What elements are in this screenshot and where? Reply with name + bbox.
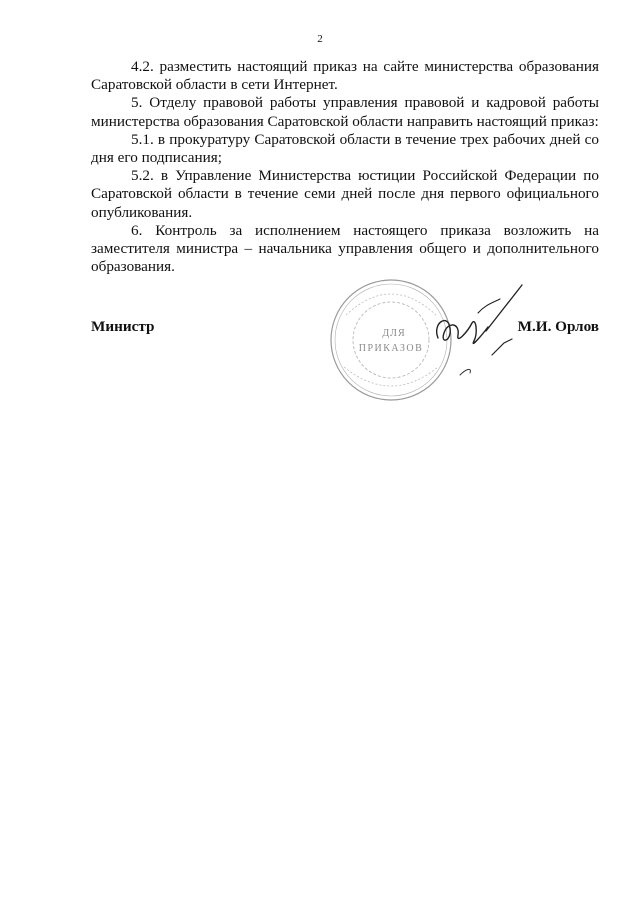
- paragraph-5-1: 5.1. в прокуратуру Саратовской области в течение трех рабочих дней со дня его подписания;: [91, 130, 599, 167]
- stamp-text-line1: ДЛЯ: [382, 328, 406, 339]
- handwritten-signature: [430, 283, 525, 393]
- page-number: 2: [317, 33, 323, 45]
- paragraph-6: 6. Контроль за исполнением настоящего приказа возложить на заместителя министра – начальника управления общего и дополнительного образования.: [91, 221, 599, 276]
- paragraph-4-2: 4.2. разместить настоящий приказ на сайте министерства образования Саратовской области в сети Интернет.: [91, 58, 599, 94]
- signatory-title: Министр: [91, 318, 155, 335]
- document-body: [91, 58, 599, 276]
- paragraph-5-2: 5.2. в Управление Министерства юстиции Российской Федерации по Саратовской области в течение семи дней после дня первого официального опубликования.: [91, 167, 599, 221]
- stamp-text-line2: ПРИКАЗОВ: [358, 343, 424, 354]
- signature-block: [91, 318, 599, 338]
- signatory-name: М.И. Орлов: [517, 318, 599, 335]
- paragraph-5: 5. Отделу правовой работы управления правовой и кадровой работы министерства образования Саратовской области направить настоящий приказ:: [91, 94, 599, 130]
